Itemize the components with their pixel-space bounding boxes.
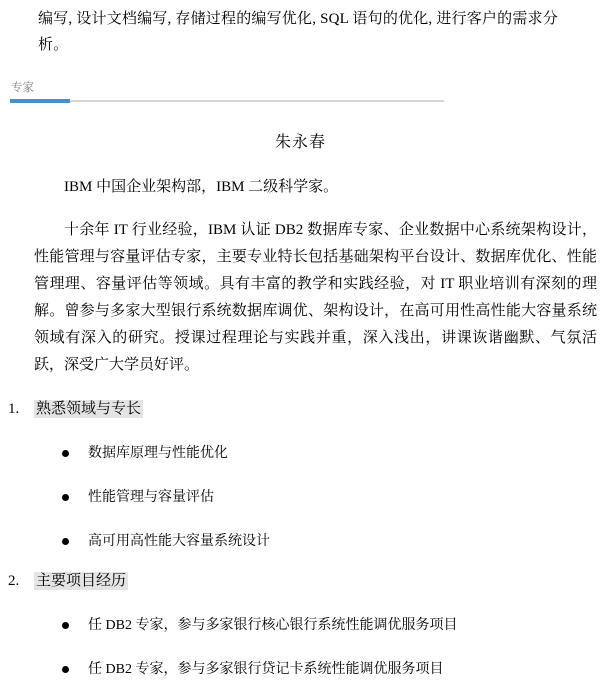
list-heading: 主要项目经历 xyxy=(36,573,127,589)
bullet-text: 任 DB2 专家，参与多家银行核心银行系统性能调优服务项目 xyxy=(88,618,458,633)
bullet-dot-icon xyxy=(62,622,69,629)
section-divider xyxy=(10,99,444,103)
paragraph-affiliation: IBM 中国企业架构部，IBM 二级科学家。 xyxy=(64,179,339,195)
page-title: 朱永春 xyxy=(274,134,326,151)
bullet-text: 高可用高性能大容量系统设计 xyxy=(88,534,270,549)
list-heading: 熟悉领域与专长 xyxy=(36,401,142,417)
bullet-item xyxy=(62,487,611,509)
bullet-text: 任 DB2 专家，参与多家银行贷记卡系统性能调优服务项目 xyxy=(88,662,444,677)
top-paragraph-line1: 编写, 设计文档编写, 存储过程的编写优化, SQL 语句的优化, 进行客户的需求分 xyxy=(38,11,558,27)
bullet-text: 数据库原理与性能优化 xyxy=(88,446,228,461)
bullet-dot-icon xyxy=(62,666,69,673)
list-item xyxy=(8,569,611,681)
numbered-list xyxy=(0,397,611,681)
section-label: 专家 xyxy=(11,82,34,94)
list-number: 2. xyxy=(8,573,20,589)
divider-accent xyxy=(10,99,70,103)
bullet-item xyxy=(62,443,611,465)
top-paragraph-line2: 析。 xyxy=(38,37,69,53)
list-number: 1. xyxy=(8,401,20,417)
bullet-item xyxy=(62,531,611,553)
bullet-dot-icon xyxy=(62,494,69,501)
bullet-list xyxy=(34,615,611,681)
bullet-item xyxy=(62,659,611,681)
bullet-item xyxy=(62,615,611,637)
section-header xyxy=(0,80,611,103)
bullet-dot-icon xyxy=(62,450,69,457)
bullet-list xyxy=(34,443,611,553)
bullet-dot-icon xyxy=(62,538,69,545)
list-item xyxy=(8,397,611,553)
bullet-text: 性能管理与容量评估 xyxy=(88,490,214,505)
divider-base xyxy=(10,100,444,102)
paragraph-biography: 十余年 IT 行业经验，IBM 认证 DB2 数据库专家、企业数据中心系统架构设计，性能管理与容量评估专家，主要专业特长包括基础架构平台设计、数据库优化、性能管理理、容量评估等领域。具有丰富的教学和实践经验，对 IT 职业培训有深刻的理解。曾参与多家大型银行系统数据库调优、架构设计，在高可用性高性能大容量系统领域有深入的研究。授课过程理论与实践并重，深入浅出，讲课诙谐幽默、气氛活跃，深受广大学员好评。 xyxy=(34,222,597,373)
top-paragraph xyxy=(0,0,611,58)
